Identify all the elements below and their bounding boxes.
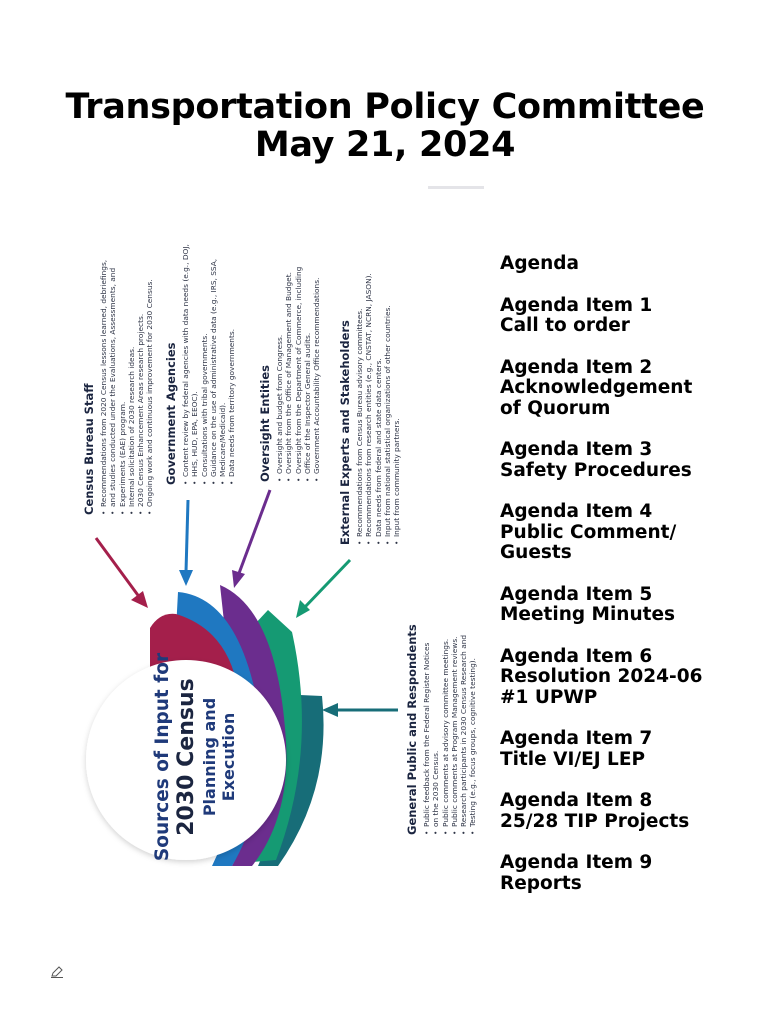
agenda-item-2 (500, 358, 762, 420)
bullet: • Consultations with tribal governments. (200, 477, 209, 485)
bullet: • Ongoing work and continuous improvement for 2030 Census. (145, 507, 154, 515)
agenda-line: #1 UPWP (500, 686, 598, 708)
agenda-item-8 (500, 791, 762, 832)
agenda-item-7 (500, 729, 762, 770)
agenda-line: Agenda Item 7 (500, 728, 653, 749)
bullet: • Public comments at Program Management reviews. (450, 827, 459, 835)
bullet: • Recommendations from research entities (e.g., CNSTAT, NCRN, JASON). (364, 537, 373, 545)
bullet: • Public comments at advisory committee meetings. (441, 827, 450, 835)
bullet: • Input from community partners. (392, 537, 401, 545)
bullet: • Government Accountability Office recommendations. (312, 474, 321, 482)
agenda-heading (500, 254, 762, 275)
agenda-line: Meeting Minutes (500, 604, 676, 625)
agenda-line: of Quorum (500, 397, 611, 419)
agenda-line: Reports (500, 872, 582, 894)
bullet: • Experiments (EAE) program. (118, 507, 127, 515)
pencil-edit-icon[interactable] (50, 965, 64, 979)
agenda-line: Agenda Item 4 (500, 501, 653, 522)
agenda-line: Guests (500, 542, 572, 563)
circle-line-2: 2030 Census (174, 678, 199, 836)
bullet: • on the 2030 Census. (431, 827, 440, 835)
agenda-line: Call to order (500, 315, 630, 336)
agenda-line: Public Comment/ (500, 521, 677, 543)
agenda-line: 25/28 TIP Projects (500, 810, 690, 832)
agenda-line: Resolution 2024-06 (500, 666, 703, 687)
bullet: • Data needs from federal and state data centers. (374, 537, 383, 545)
agenda-item-9 (500, 853, 762, 894)
agenda-line: Agenda Item 3 (500, 439, 653, 460)
bullet: • Oversight from the Office of Management and Budget. (284, 474, 293, 482)
agenda-line: Agenda Item 9 (500, 852, 653, 873)
agenda-line: Agenda (500, 253, 580, 274)
circle-line-4: Execution (219, 712, 238, 802)
bullet: • HHS, HUD, EPA, EEOC). (190, 477, 199, 485)
bullet: • Guidance on the use of administrative data (e.g., IRS, SSA, (209, 477, 218, 485)
circle-line-3: Planning and (200, 697, 219, 817)
agenda-line: Safety Procedures (500, 459, 692, 481)
agenda-list (500, 254, 762, 915)
bullet: • Data needs from territory governments. (227, 477, 236, 485)
bullet: • Oversight from the Department of Commerce, including (294, 474, 303, 482)
agenda-line: Title VI/EJ LEP (500, 748, 646, 770)
bullet: • 2030 Census Enhancement Areas research projects. (136, 507, 145, 515)
agenda-line: Agenda Item 1 (500, 294, 653, 316)
agenda-item-4 (500, 502, 762, 564)
bullet: • Internal solicitation of 2030 research ideas. (127, 507, 136, 515)
bullet: • Medicare/Medicaid). (218, 477, 227, 485)
agenda-item-1 (500, 296, 762, 337)
agenda-line: Agenda Item 8 (500, 790, 653, 811)
bullet: • Input from national statistical organizations of other countries. (383, 537, 392, 545)
bullet: • Office of the Inspector General audits. (303, 474, 312, 482)
bullet: • Research participants in 2030 Census Research and (459, 827, 468, 835)
agenda-line: Agenda Item 5 (500, 583, 653, 605)
agenda-item-5 (500, 585, 762, 626)
bullet: • Content review by federal agencies with data needs (e.g., DOJ, (181, 477, 190, 485)
agenda-line: Acknowledgement (500, 377, 693, 398)
title-line-1: Transportation Policy Committee (65, 87, 705, 127)
agenda-item-6 (500, 647, 762, 709)
agenda-item-3 (500, 440, 762, 481)
bullet: • Recommendations from 2020 Census lessons learned, debriefings, (99, 507, 108, 515)
bullet: • Oversight and budget from Congress. (275, 474, 284, 482)
title-line-2: May 21, 2024 (254, 125, 516, 165)
bullet: • Testing (e.g., focus groups, cognitive testing). (468, 827, 477, 835)
bullet: • Public feedback from the Federal Register Notices (422, 827, 431, 835)
bullet: • Recommendations from Census Bureau advisory committees. (355, 537, 364, 545)
circle-line-1: Sources of Input for (152, 652, 173, 862)
bullet: • and studies conducted under the Evaluations, Assessments, and (108, 507, 117, 515)
agenda-line: Agenda Item 6 (500, 645, 653, 667)
agenda-line: Agenda Item 2 (500, 356, 653, 378)
